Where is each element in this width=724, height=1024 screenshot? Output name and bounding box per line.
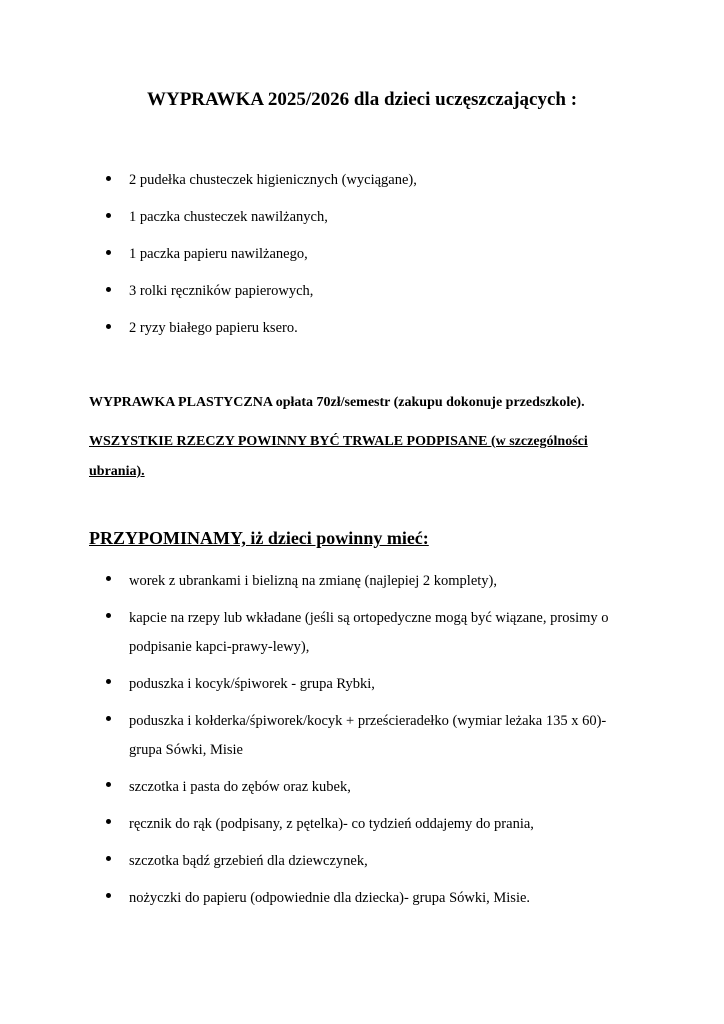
- reminders-list: [129, 567, 629, 921]
- bullet-icon: [106, 287, 111, 292]
- list-item: [129, 317, 689, 354]
- list-item: [129, 567, 629, 596]
- list-item-text: 2 ryzy białego papieru ksero.: [129, 320, 298, 336]
- list-item: [129, 847, 629, 876]
- page-title: WYPRAWKA 2025/2026 dla dzieci uczęszczających :: [146, 89, 578, 110]
- list-item-text: 1 paczka papieru nawilżanego,: [129, 246, 308, 262]
- bullet-icon: [106, 856, 111, 861]
- list-item: [129, 280, 689, 317]
- reminder-heading: PRZYPOMINAMY, iż dzieci powinny mieć:: [89, 528, 429, 548]
- bullet-icon: [106, 213, 111, 218]
- list-item: [129, 670, 629, 699]
- bullet-icon: [106, 782, 111, 787]
- list-item-text: szczotka i pasta do zębów oraz kubek,: [129, 779, 351, 795]
- list-item: [129, 707, 629, 765]
- list-item-text: kapcie na rzepy lub wkładane (jeśli są ortopedyczne mogą być wiązane, prosimy o podpisanie kapci-prawy-lewy),: [129, 610, 609, 655]
- bullet-icon: [106, 819, 111, 824]
- list-item-text: ręcznik do rąk (podpisany, z pętelka)- co tydzień oddajemy do prania,: [129, 816, 534, 832]
- bullet-icon: [106, 679, 111, 684]
- bullet-icon: [106, 893, 111, 898]
- art-supplies-note: WYPRAWKA PLASTYCZNA opłata 70zł/semestr (zakupu dokonuje przedszkole).: [89, 395, 585, 410]
- list-item: [129, 169, 689, 206]
- list-item-text: worek z ubrankami i bielizną na zmianę (najlepiej 2 komplety),: [129, 573, 498, 589]
- list-item-text: szczotka bądź grzebień dla dziewczynek,: [129, 853, 368, 869]
- list-item: [129, 884, 629, 913]
- list-item-text: 3 rolki ręczników papierowych,: [129, 283, 314, 299]
- list-item: [129, 243, 689, 280]
- bullet-icon: [106, 576, 111, 581]
- list-item-text: 2 pudełka chusteczek higienicznych (wyciągane),: [129, 172, 417, 188]
- supplies-list: [129, 169, 689, 354]
- bullet-icon: [106, 176, 111, 181]
- bullet-icon: [106, 250, 111, 255]
- list-item: [129, 604, 629, 662]
- bullet-icon: [106, 716, 111, 721]
- list-item: [129, 206, 689, 243]
- bullet-icon: [106, 324, 111, 329]
- bullet-icon: [106, 613, 111, 618]
- list-item-text: nożyczki do papieru (odpowiednie dla dziecka)- grupa Sówki, Misie.: [129, 890, 531, 906]
- list-item-text: poduszka i kołderka/śpiworek/kocyk + prześcieradełko (wymiar leżaka 135 x 60)- grupa Sówki, Misie: [129, 713, 607, 758]
- list-item-text: 1 paczka chusteczek nawilżanych,: [129, 209, 328, 225]
- labeling-note: WSZYSTKIE RZECZY POWINNY BYĆ TRWALE PODPISANE (w szczególności ubrania).: [89, 434, 588, 479]
- list-item: [129, 773, 629, 802]
- list-item-text: poduszka i kocyk/śpiworek - grupa Rybki,: [129, 676, 375, 692]
- list-item: [129, 810, 629, 839]
